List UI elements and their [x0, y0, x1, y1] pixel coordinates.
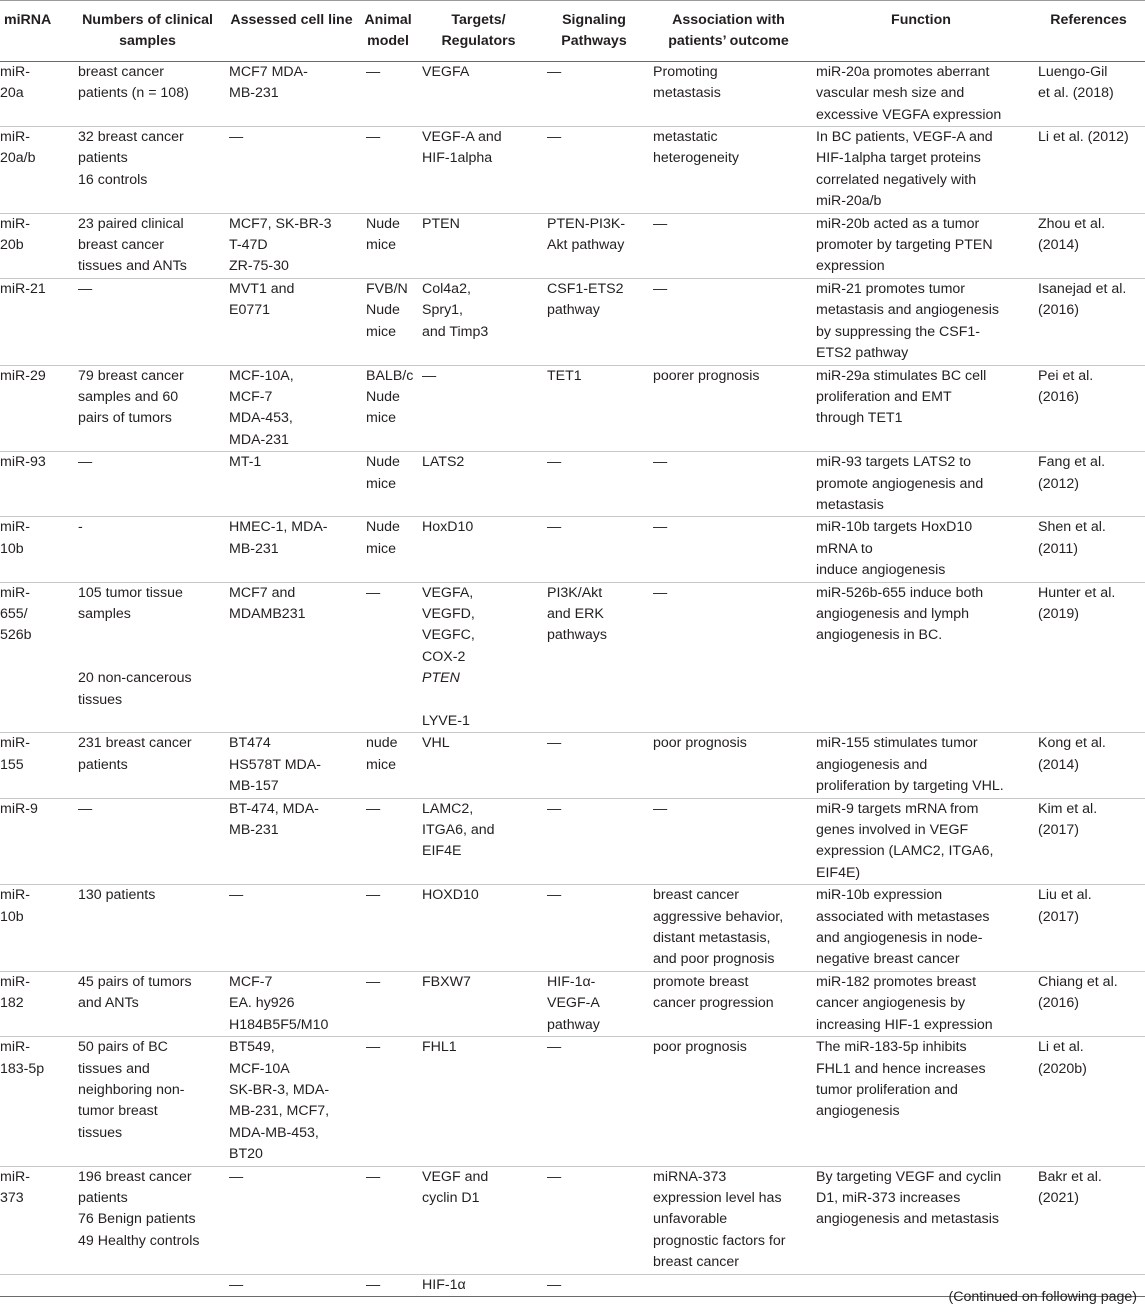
reference-cell: Zhou et al. (2014): [1032, 213, 1145, 278]
continued-note: (Continued on following page): [948, 1289, 1137, 1305]
mirna-cell: miR- 10b: [0, 885, 72, 972]
table-row: [0, 582, 1145, 733]
targets-cell: Col4a2, Spry1, and Timp3: [416, 278, 541, 365]
header-signaling: Signaling Pathways: [541, 1, 647, 62]
reference-cell: Luengo-Gil et al. (2018): [1032, 61, 1145, 126]
cell-line-cell: MCF7 MDA- MB-231: [223, 61, 360, 126]
samples-cell: 45 pairs of tumors and ANTs: [72, 971, 223, 1036]
cell-line-cell: MCF-10A, MCF-7 MDA-453, MDA-231: [223, 365, 360, 452]
mirna-cell: miR-29: [0, 365, 72, 452]
outcome-cell: miRNA-373 expression level has unfavorable prognostic factors for breast cancer: [647, 1166, 810, 1274]
outcome-cell: promote breast cancer progression: [647, 971, 810, 1036]
mirna-cell: miR- 10b: [0, 517, 72, 582]
cell-line-cell: BT-474, MDA- MB-231: [223, 798, 360, 885]
targets-cell: PTEN: [416, 213, 541, 278]
signaling-cell: CSF1-ETS2 pathway: [541, 278, 647, 365]
animal-model-cell: FVB/N Nude mice: [360, 278, 416, 365]
signaling-cell: —: [541, 127, 647, 214]
reference-cell: Pei et al. (2016): [1032, 365, 1145, 452]
cell-line-cell: —: [223, 1274, 360, 1296]
function-cell: miR-10b expression associated with metastases and angiogenesis in node- negative breast cancer: [810, 885, 1032, 972]
outcome-cell: —: [647, 213, 810, 278]
function-cell: miR-20a promotes aberrant vascular mesh size and excessive VEGFA expression: [810, 61, 1032, 126]
samples-cell: 105 tumor tissue samples 20 non-cancerous tissues: [72, 582, 223, 733]
header-references: References: [1032, 1, 1145, 62]
cell-line-cell: MT-1: [223, 452, 360, 517]
table-row: [0, 733, 1145, 798]
samples-cell: 32 breast cancer patients 16 controls: [72, 127, 223, 214]
italic-target-text: PTEN: [422, 670, 460, 687]
animal-model-cell: —: [360, 885, 416, 972]
header-animal-model: Animal model: [360, 1, 416, 62]
mirna-cell: miR- 20a: [0, 61, 72, 126]
signaling-cell: TET1: [541, 365, 647, 452]
signaling-cell: —: [541, 1037, 647, 1166]
header-mirna: miRNA: [0, 1, 72, 62]
mirna-cell: miR-9: [0, 798, 72, 885]
samples-cell: 231 breast cancer patients: [72, 733, 223, 798]
animal-model-cell: BALB/c Nude mice: [360, 365, 416, 452]
mirna-cell: miR- 20b: [0, 213, 72, 278]
animal-model-cell: —: [360, 1274, 416, 1296]
function-cell: miR-29a stimulates BC cell proliferation and EMT through TET1: [810, 365, 1032, 452]
targets-cell: VEGFA, VEGFD, VEGFC, COX-2 PTEN LYVE-1: [416, 582, 541, 733]
signaling-cell: —: [541, 61, 647, 126]
table-row: [0, 127, 1145, 214]
outcome-cell: poorer prognosis: [647, 365, 810, 452]
outcome-cell: —: [647, 517, 810, 582]
cell-line-cell: —: [223, 1166, 360, 1274]
function-cell: miR-155 stimulates tumor angiogenesis and proliferation by targeting VHL.: [810, 733, 1032, 798]
mirna-cell: miR- 183-5p: [0, 1037, 72, 1166]
function-cell: miR-526b-655 induce both angiogenesis and lymph angiogenesis in BC.: [810, 582, 1032, 733]
outcome-cell: [647, 1274, 810, 1296]
header-row: [0, 1, 1145, 62]
table-body: [0, 61, 1145, 1296]
function-cell: miR-10b targets HoxD10 mRNA to induce angiogenesis: [810, 517, 1032, 582]
table-row: [0, 365, 1145, 452]
outcome-cell: poor prognosis: [647, 1037, 810, 1166]
cell-line-cell: MCF7, SK-BR-3 T-47D ZR-75-30: [223, 213, 360, 278]
samples-cell: 79 breast cancer samples and 60 pairs of tumors: [72, 365, 223, 452]
targets-cell: VEGF-A and HIF-1alpha: [416, 127, 541, 214]
animal-model-cell: —: [360, 1166, 416, 1274]
animal-model-cell: Nude mice: [360, 213, 416, 278]
samples-cell: 23 paired clinical breast cancer tissues and ANTs: [72, 213, 223, 278]
signaling-cell: —: [541, 452, 647, 517]
samples-cell: -: [72, 517, 223, 582]
targets-cell: LATS2: [416, 452, 541, 517]
mirna-cell: miR- 373: [0, 1166, 72, 1274]
samples-cell: 50 pairs of BC tissues and neighboring non- tumor breast tissues: [72, 1037, 223, 1166]
mirna-cell: miR- 182: [0, 971, 72, 1036]
targets-cell: FHL1: [416, 1037, 541, 1166]
table-row: [0, 971, 1145, 1036]
signaling-cell: —: [541, 733, 647, 798]
animal-model-cell: —: [360, 582, 416, 733]
outcome-cell: poor prognosis: [647, 733, 810, 798]
animal-model-cell: nude mice: [360, 733, 416, 798]
table-row: [0, 1037, 1145, 1166]
animal-model-cell: Nude mice: [360, 517, 416, 582]
mirna-cell: miR- 20a/b: [0, 127, 72, 214]
signaling-cell: —: [541, 1274, 647, 1296]
reference-cell: Fang et al. (2012): [1032, 452, 1145, 517]
targets-cell: VEGFA: [416, 61, 541, 126]
reference-cell: Kong et al. (2014): [1032, 733, 1145, 798]
table-row: [0, 517, 1145, 582]
samples-cell: —: [72, 452, 223, 517]
targets-cell: VEGF and cyclin D1: [416, 1166, 541, 1274]
animal-model-cell: —: [360, 1037, 416, 1166]
mirna-cell: miR- 155: [0, 733, 72, 798]
cell-line-cell: —: [223, 127, 360, 214]
samples-cell: breast cancer patients (n = 108): [72, 61, 223, 126]
table-row: [0, 61, 1145, 126]
function-cell: By targeting VEGF and cyclin D1, miR-373 increases angiogenesis and metastasis: [810, 1166, 1032, 1274]
table-row: [0, 1166, 1145, 1274]
outcome-cell: —: [647, 452, 810, 517]
outcome-cell: —: [647, 798, 810, 885]
cell-line-cell: MVT1 and E0771: [223, 278, 360, 365]
targets-cell: HOXD10: [416, 885, 541, 972]
function-cell: miR-182 promotes breast cancer angiogenesis by increasing HIF-1 expression: [810, 971, 1032, 1036]
outcome-cell: —: [647, 278, 810, 365]
reference-cell: Shen et al. (2011): [1032, 517, 1145, 582]
table-row: [0, 885, 1145, 972]
header-function: Function: [810, 1, 1032, 62]
targets-cell: VHL: [416, 733, 541, 798]
reference-cell: Kim et al. (2017): [1032, 798, 1145, 885]
outcome-cell: —: [647, 582, 810, 733]
table-row: [0, 452, 1145, 517]
function-cell: miR-93 targets LATS2 to promote angiogenesis and metastasis: [810, 452, 1032, 517]
signaling-cell: PTEN-PI3K- Akt pathway: [541, 213, 647, 278]
outcome-cell: metastatic heterogeneity: [647, 127, 810, 214]
reference-cell: Liu et al. (2017): [1032, 885, 1145, 972]
targets-cell: LAMC2, ITGA6, and EIF4E: [416, 798, 541, 885]
mirna-cell: miR-93: [0, 452, 72, 517]
table-row: [0, 213, 1145, 278]
targets-cell: HIF-1α: [416, 1274, 541, 1296]
function-cell: miR-9 targets mRNA from genes involved in VEGF expression (LAMC2, ITGA6, EIF4E): [810, 798, 1032, 885]
mirna-cell: miR- 655/ 526b: [0, 582, 72, 733]
outcome-cell: breast cancer aggressive behavior, distant metastasis, and poor prognosis: [647, 885, 810, 972]
animal-model-cell: —: [360, 61, 416, 126]
reference-cell: Bakr et al. (2021): [1032, 1166, 1145, 1274]
reference-cell: Li et al. (2020b): [1032, 1037, 1145, 1166]
cell-line-cell: —: [223, 885, 360, 972]
cell-line-cell: BT549, MCF-10A SK-BR-3, MDA- MB-231, MCF7, MDA-MB-453, BT20: [223, 1037, 360, 1166]
samples-cell: —: [72, 278, 223, 365]
reference-cell: Isanejad et al. (2016): [1032, 278, 1145, 365]
animal-model-cell: Nude mice: [360, 452, 416, 517]
table-header: [0, 1, 1145, 62]
samples-cell: 130 patients: [72, 885, 223, 972]
animal-model-cell: —: [360, 127, 416, 214]
signaling-cell: —: [541, 517, 647, 582]
targets-cell: HoxD10: [416, 517, 541, 582]
reference-cell: Chiang et al. (2016): [1032, 971, 1145, 1036]
samples-cell: [72, 1274, 223, 1296]
signaling-cell: HIF-1α- VEGF-A pathway: [541, 971, 647, 1036]
animal-model-cell: —: [360, 971, 416, 1036]
reference-cell: Hunter et al. (2019): [1032, 582, 1145, 733]
signaling-cell: —: [541, 885, 647, 972]
function-cell: The miR-183-5p inhibits FHL1 and hence increases tumor proliferation and angiogenesis: [810, 1037, 1032, 1166]
header-clinical-samples: Numbers of clinical samples: [72, 1, 223, 62]
table-row: [0, 798, 1145, 885]
signaling-cell: —: [541, 798, 647, 885]
signaling-cell: —: [541, 1166, 647, 1274]
samples-cell: 196 breast cancer patients 76 Benign patients 49 Healthy controls: [72, 1166, 223, 1274]
outcome-cell: Promoting metastasis: [647, 61, 810, 126]
cell-line-cell: HMEC-1, MDA- MB-231: [223, 517, 360, 582]
header-cell-line: Assessed cell line: [223, 1, 360, 62]
targets-cell: —: [416, 365, 541, 452]
samples-cell: —: [72, 798, 223, 885]
reference-cell: Li et al. (2012): [1032, 127, 1145, 214]
header-outcome: Association with patients’ outcome: [647, 1, 810, 62]
mirna-cell: miR-21: [0, 278, 72, 365]
function-cell: miR-20b acted as a tumor promoter by targeting PTEN expression: [810, 213, 1032, 278]
cell-line-cell: MCF-7 EA. hy926 H184B5F5/M10: [223, 971, 360, 1036]
mirna-cell: [0, 1274, 72, 1296]
signaling-cell: PI3K/Akt and ERK pathways: [541, 582, 647, 733]
header-targets: Targets/ Regulators: [416, 1, 541, 62]
cell-line-cell: MCF7 and MDAMB231: [223, 582, 360, 733]
function-cell: In BC patients, VEGF-A and HIF-1alpha target proteins correlated negatively with miR-20a/b: [810, 127, 1032, 214]
table-row: [0, 278, 1145, 365]
animal-model-cell: —: [360, 798, 416, 885]
function-cell: miR-21 promotes tumor metastasis and angiogenesis by suppressing the CSF1- ETS2 pathway: [810, 278, 1032, 365]
targets-cell: FBXW7: [416, 971, 541, 1036]
cell-line-cell: BT474 HS578T MDA- MB-157: [223, 733, 360, 798]
